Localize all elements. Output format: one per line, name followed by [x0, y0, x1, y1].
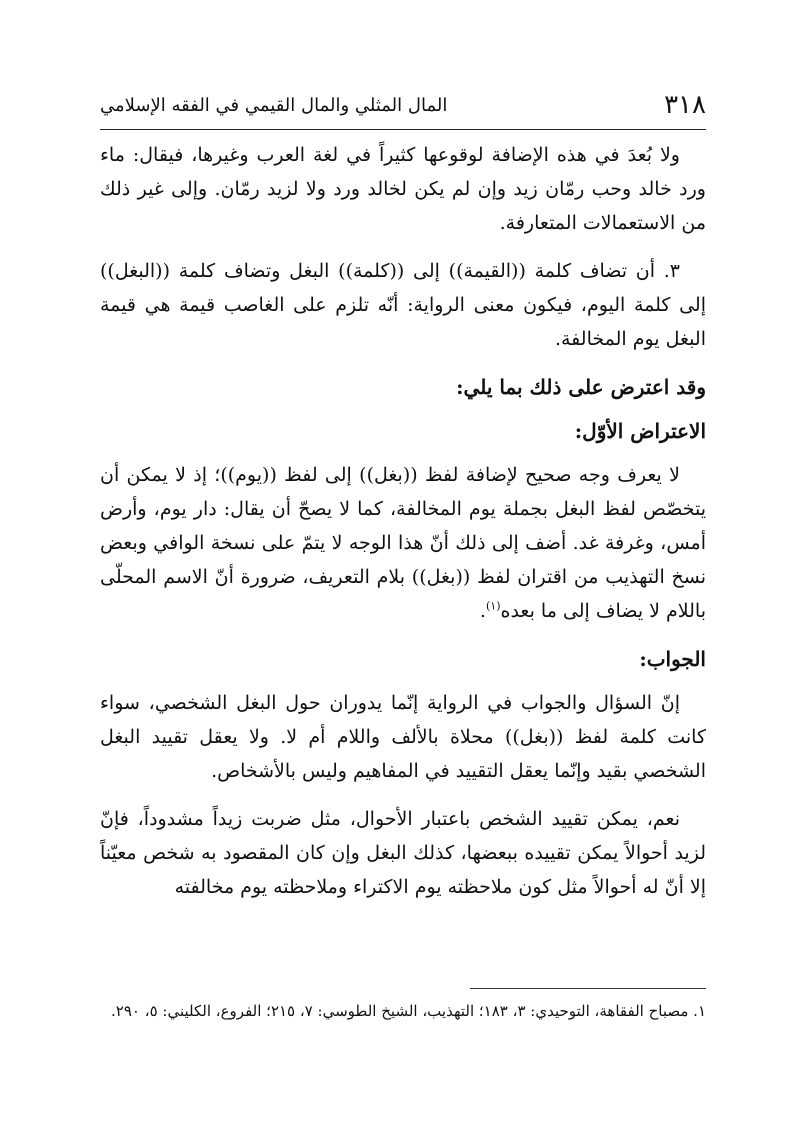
paragraph-5: نعم، يمكن تقييد الشخص باعتبار الأحوال، مثل ضربت زيداً مشدوداً، فإنّ لزيد أحوالاً يمكن تقييده ببعضها، كذلك البغل وإن كان المقصود به شخص معيّناً إلا أنّ له أحوالاً مثل كون ملاحظته يوم الاكتراء وملاحظته يوم مخالفته: [100, 808, 706, 898]
footnote-reference[interactable]: (١): [485, 599, 501, 613]
header-divider: [100, 129, 706, 130]
paragraph-2: ٣. أن تضاف كلمة ((القيمة)) إلى ((كلمة)) البغل وتضاف كلمة ((البغل)) إلى كلمة اليوم، فيكون معنى الرواية: أنّه تلزم على الغاصب قيمة هي قيمة البغل يوم المخالفة.: [100, 260, 706, 350]
heading-first-objection: الاعتراض الأوّل:: [574, 419, 706, 443]
heading-objection-intro: وقد اعترض على ذلك بما يلي:: [456, 375, 706, 399]
paragraph-4: إنّ السؤال والجواب في الرواية إنّما يدوران حول البغل الشخصي، سواء كانت كلمة لفظ ((بغل)) محلاة بالألف واللام أم لا. ولا يعقل تقييد البغل الشخصي بقيد وإنّما يعقل التقييد في المفاهيم وليس بالأشخاص.: [100, 692, 706, 782]
paragraph-3: [100, 458, 706, 628]
main-text: [100, 138, 706, 918]
footnote-divider: [470, 988, 706, 989]
footnote: ١. مصباح الفقاهة، التوحيدي: ٣، ١٨٣؛ التهذيب، الشيخ الطوسي: ٧، ٢١٥؛ الفروع، الكليني: ٥، ٢٩٠.: [111, 1002, 706, 1020]
paragraph-3-end: .: [479, 600, 486, 622]
heading-answer: الجواب:: [639, 647, 706, 671]
paragraph-3-text: لا يعرف وجه صحيح لإضافة لفظ ((بغل)) إلى لفظ ((يوم))؛ إذ لا يمكن أن يتخصّص لفظ البغل بجملة يوم المخالفة، كما لا يصحّ أن يقال: دار يوم، وأرض أمس، وغرفة غد. أضف إلى ذلك أنّ هذا الوجه لا يتمّ على نسخة الوافي وبعض نسخ التهذيب من اقتران لفظ ((بغل)) بلام التعريف، ضرورة أنّ الاسم المحلّى باللام لا يضاف إلى ما بعده: [100, 464, 706, 622]
page-header: [100, 88, 706, 124]
page-number: ٣١٨: [664, 90, 706, 120]
paragraph-1: ولا بُعدَ في هذه الإضافة لوقوعها كثيراً في لغة العرب وغيرها، فيقال: ماء ورد خالد وحب رمّان زيد وإن لم يكن لخالد ورد ولا لزيد رمّان. وإلى غير ذلك من الاستعمالات المتعارفة.: [100, 144, 706, 234]
running-title: المال المثلي والمال القيمي في الفقه الإسلامي: [100, 95, 448, 116]
